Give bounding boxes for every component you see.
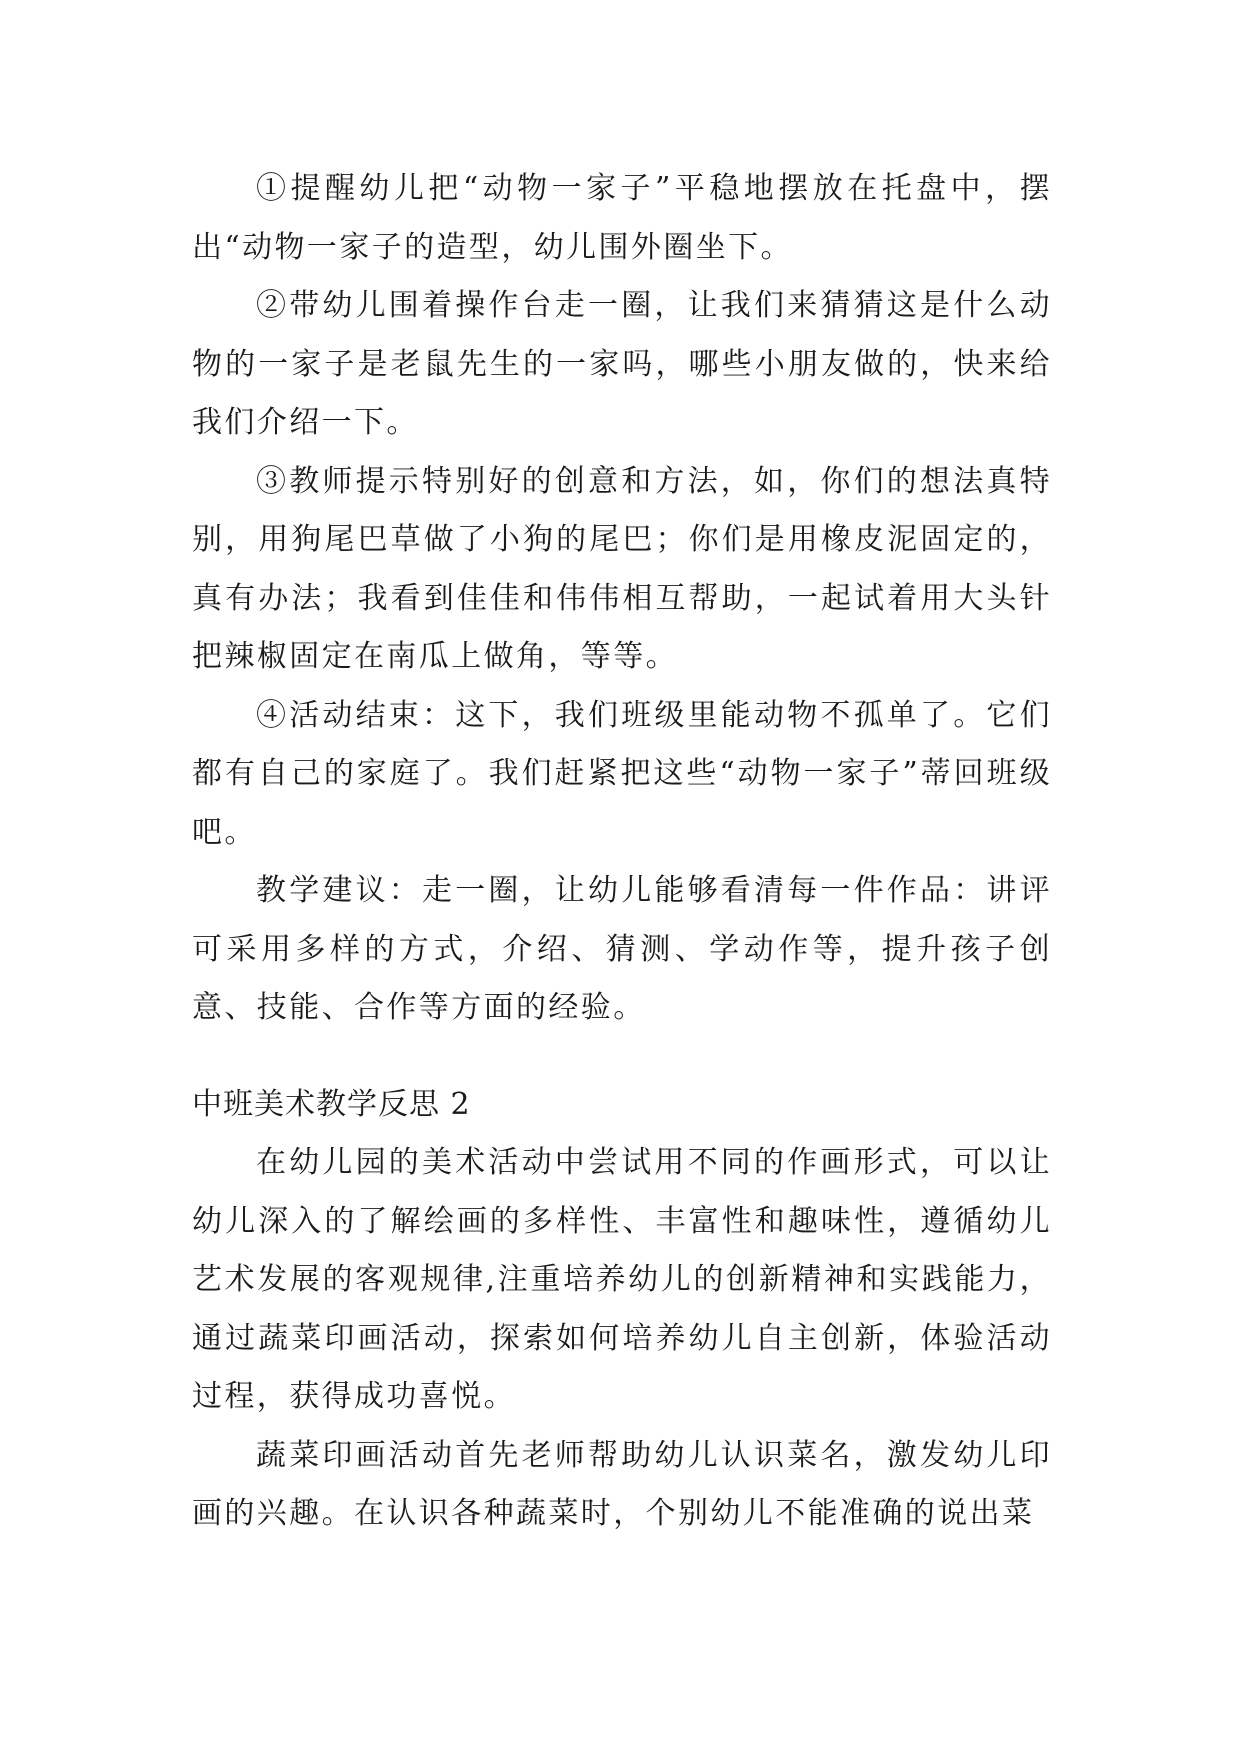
paragraph-reflection-intro: 在幼儿园的美术活动中尝试用不同的作画形式，可以让幼儿深入的了解绘画的多样性、丰富性和趣味性，遵循幼儿艺术发展的客观规律,注重培养幼儿的创新精神和实践能力，通过蔬菜印画活动，探索如何培养幼儿自主创新，体验活动过程，获得成功喜悦。 (192, 1145, 1052, 1414)
paragraph-step-2: ②带幼儿围着操作台走一圈，让我们来猜猜这是什么动物的一家子是老鼠先生的一家吗，哪些小朋友做的，快来给我们介绍一下。 (192, 288, 1052, 440)
paragraph-step-4: ④活动结束：这下，我们班级里能动物不孤单了。它们都有自己的家庭了。我们赶紧把这些“动物一家子”蒂回班级吧。 (192, 697, 1052, 850)
paragraph-step-3: ③教师提示特别好的创意和方法，如，你们的想法真特别，用狗尾巴草做了小狗的尾巴；你们是用橡皮泥固定的，真有办法；我看到佳佳和伟伟相互帮助，一起试着用大头针把辣椒固定在南瓜上做角，等等。 (192, 463, 1052, 674)
paragraph-teaching-suggestion: 教学建议：走一圈，让幼儿能够看清每一件作品：讲评可采用多样的方式，介绍、猜测、学动作等，提升孩子创意、技能、合作等方面的经验。 (192, 873, 1052, 1025)
section-title: 中班美术教学反思 2 (192, 1086, 471, 1122)
document-body (192, 160, 1052, 1544)
paragraph-reflection-vegetable-print: 蔬菜印画活动首先老师帮助幼儿认识菜名，激发幼儿印画的兴趣。在认识各种蔬菜时，个别幼儿不能准确的说出菜 (192, 1437, 1052, 1531)
paragraph-step-1: ①提醒幼儿把“动物一家子”平稳地摆放在托盘中，摆出“动物一家子的造型，幼儿围外圈坐下。 (192, 171, 1052, 265)
